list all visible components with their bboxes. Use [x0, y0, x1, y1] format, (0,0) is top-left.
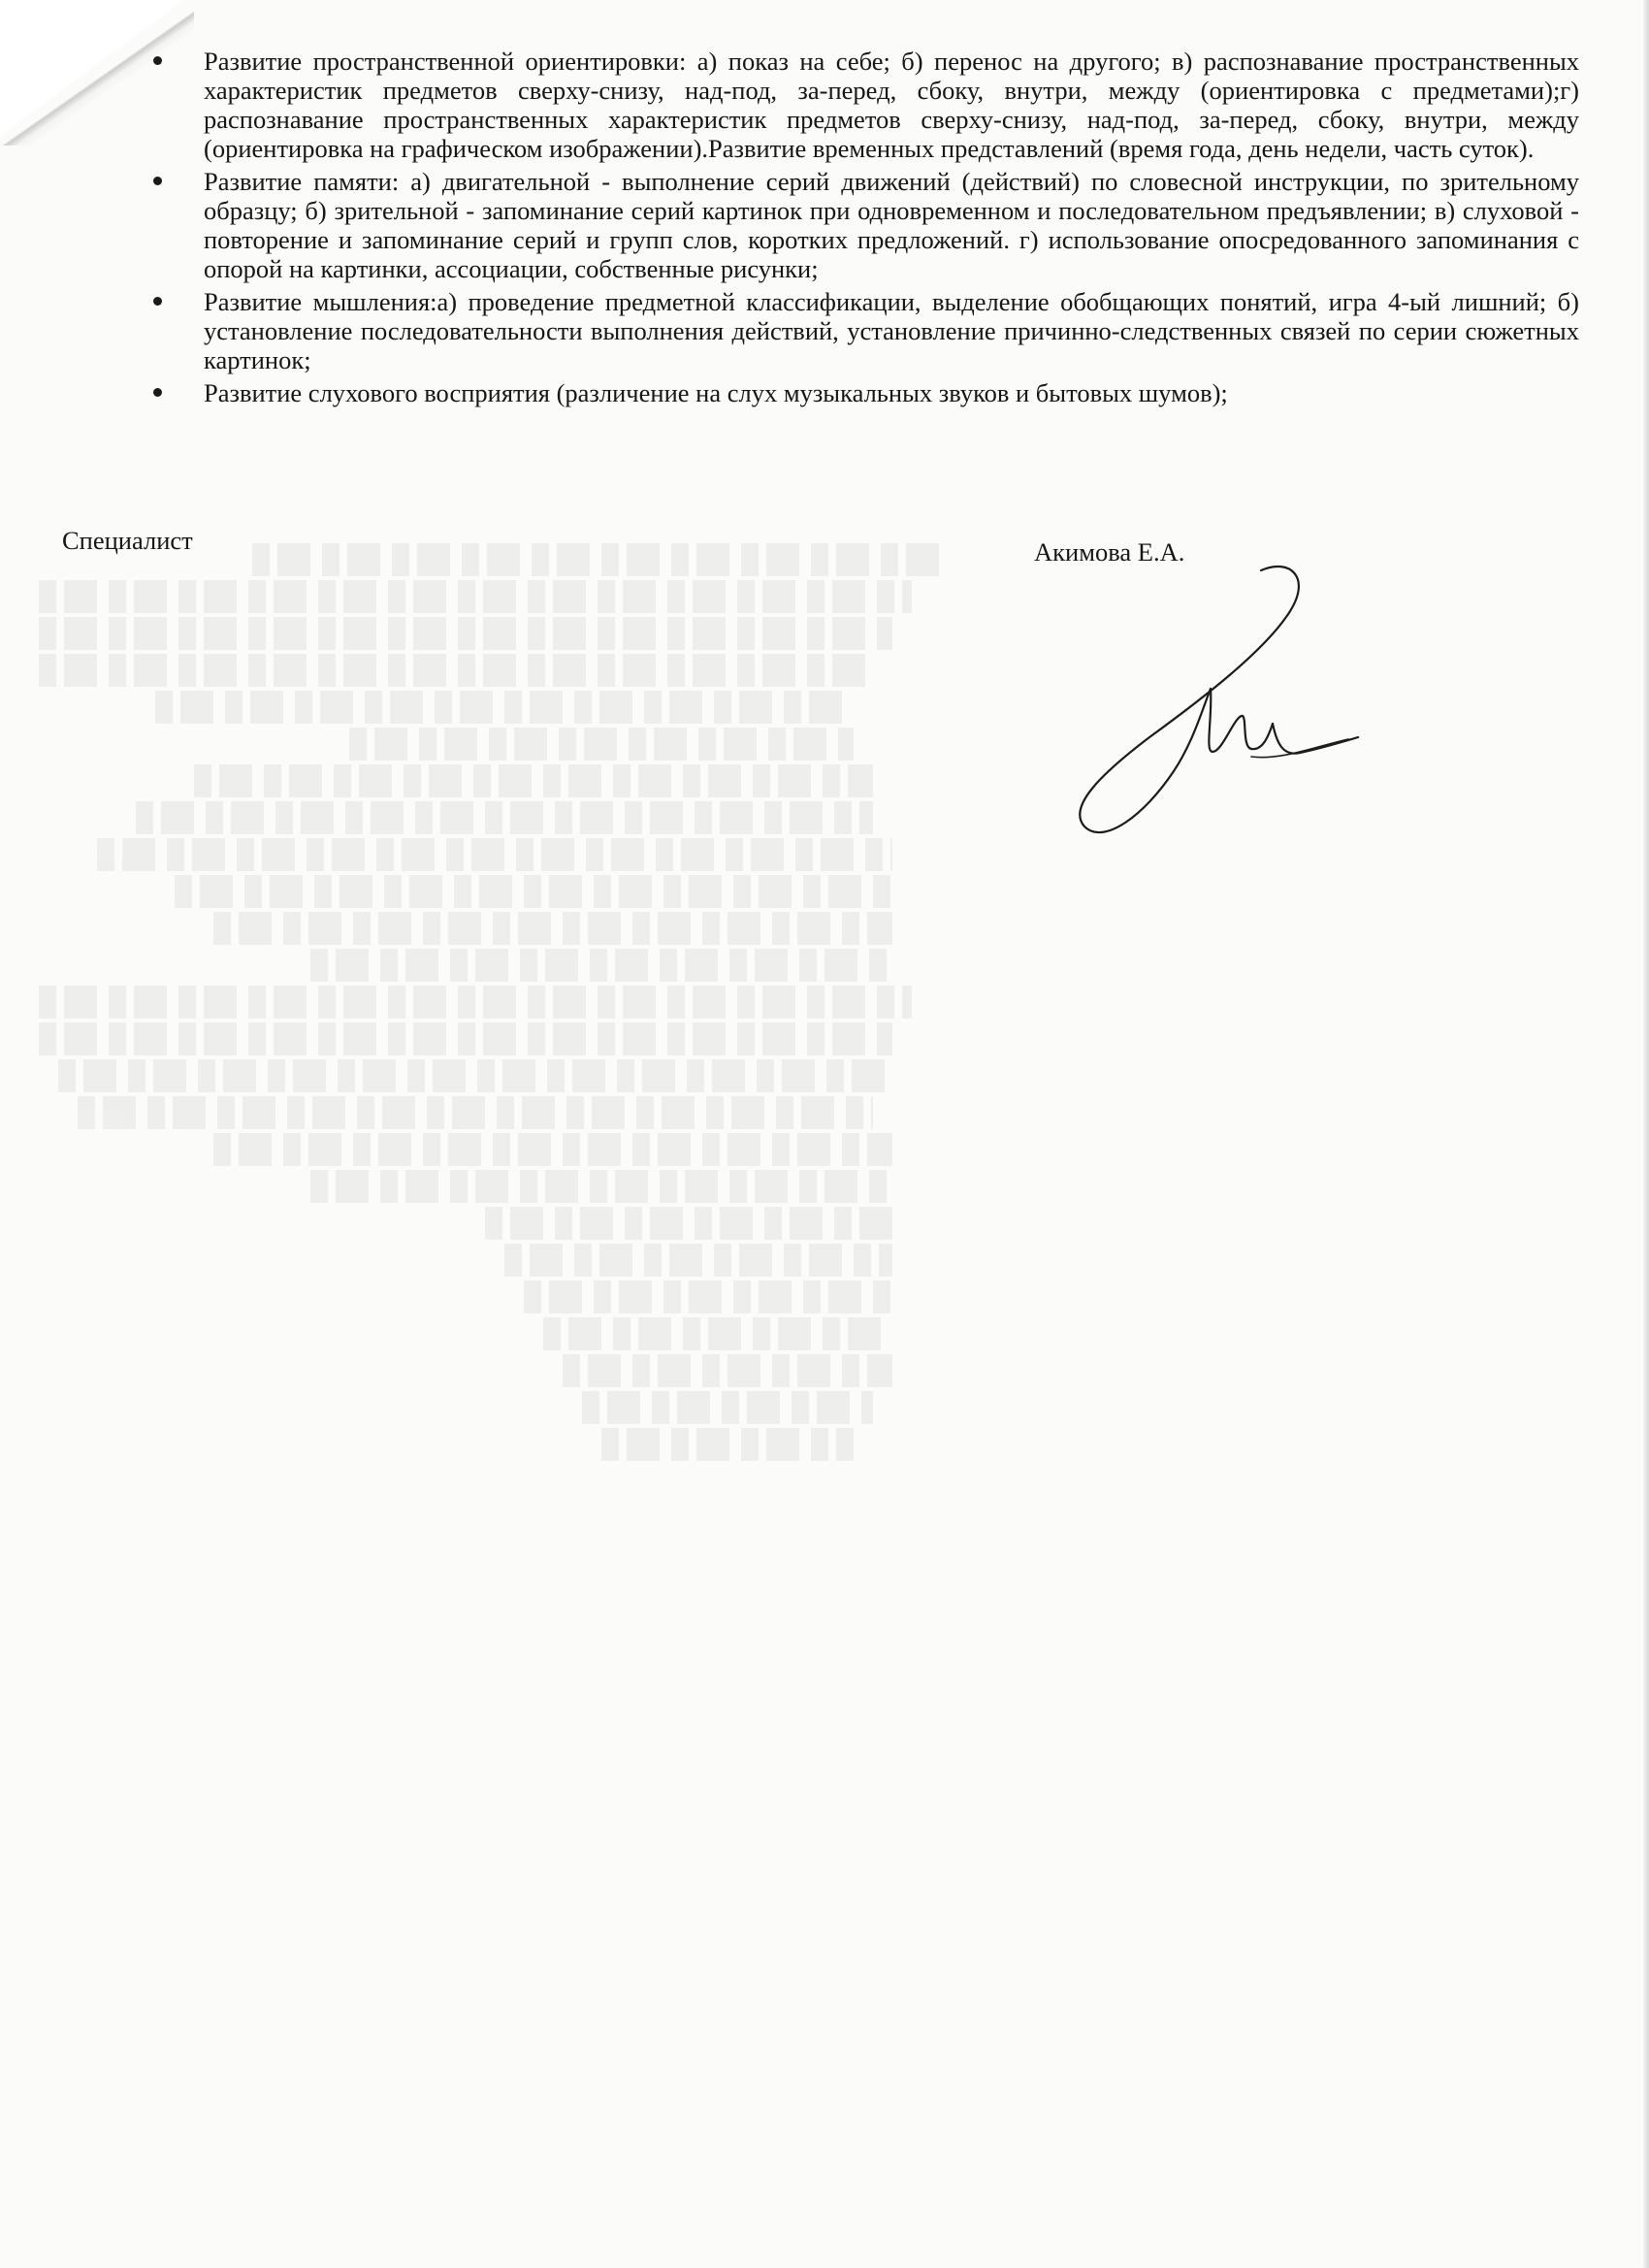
list-item: [153, 167, 1579, 283]
list-item-text: Развитие пространственной ориентировки: а) показ на себе; б) перенос на другого; в) распознавание пространственных характеристик предметов сверху-снизу, над-под, за-перед, сбоку, внутри, между (ориентировка с предметами);г) распознавание пространственных характеристик предметов сверху-снизу, над-под, за-перед, сбоку, внутри, между (ориентировка на графическом изображении).Развитие временных представлений (время года, день недели, часть суток).: [204, 47, 1579, 163]
list-item: [153, 378, 1579, 407]
handwritten-signature: [1057, 553, 1377, 844]
bullet-icon: [153, 177, 162, 185]
list-item: [153, 47, 1579, 163]
development-areas-list: [153, 47, 1579, 411]
bullet-icon: [153, 56, 162, 65]
list-item-text: Развитие слухового восприятия (различение на слух музыкальных звуков и бытовых шумов);: [204, 378, 1228, 407]
bullet-icon: [153, 388, 162, 397]
list-item-text: Развитие мышления:а) проведение предметной классификации, выделение обобщающих понятий, игра 4-ый лишний; б) установление последовательности выполнения действий, установление причинно-следственных связей по серии сюжетных картинок;: [204, 287, 1579, 374]
bleed-through-text: [39, 543, 970, 1707]
page-edge-shadow: [1643, 0, 1649, 2268]
list-item: [153, 287, 1579, 374]
bullet-icon: [153, 297, 162, 306]
specialist-label: Специалист: [62, 526, 193, 555]
list-item-text: Развитие памяти: а) двигательной - выполнение серий движений (действий) по словесной инструкции, по зрительному образцу; б) зрительной - запоминание серий картинок при одновременном и последовательном предъявлении; в) слуховой - повторение и запоминание серий и групп слов, коротких предложений. г) использование опосредованного запоминания с опорой на картинки, ассоциации, собственные рисунки;: [204, 167, 1579, 283]
signer-name: Акимова Е.А.: [1034, 537, 1185, 567]
